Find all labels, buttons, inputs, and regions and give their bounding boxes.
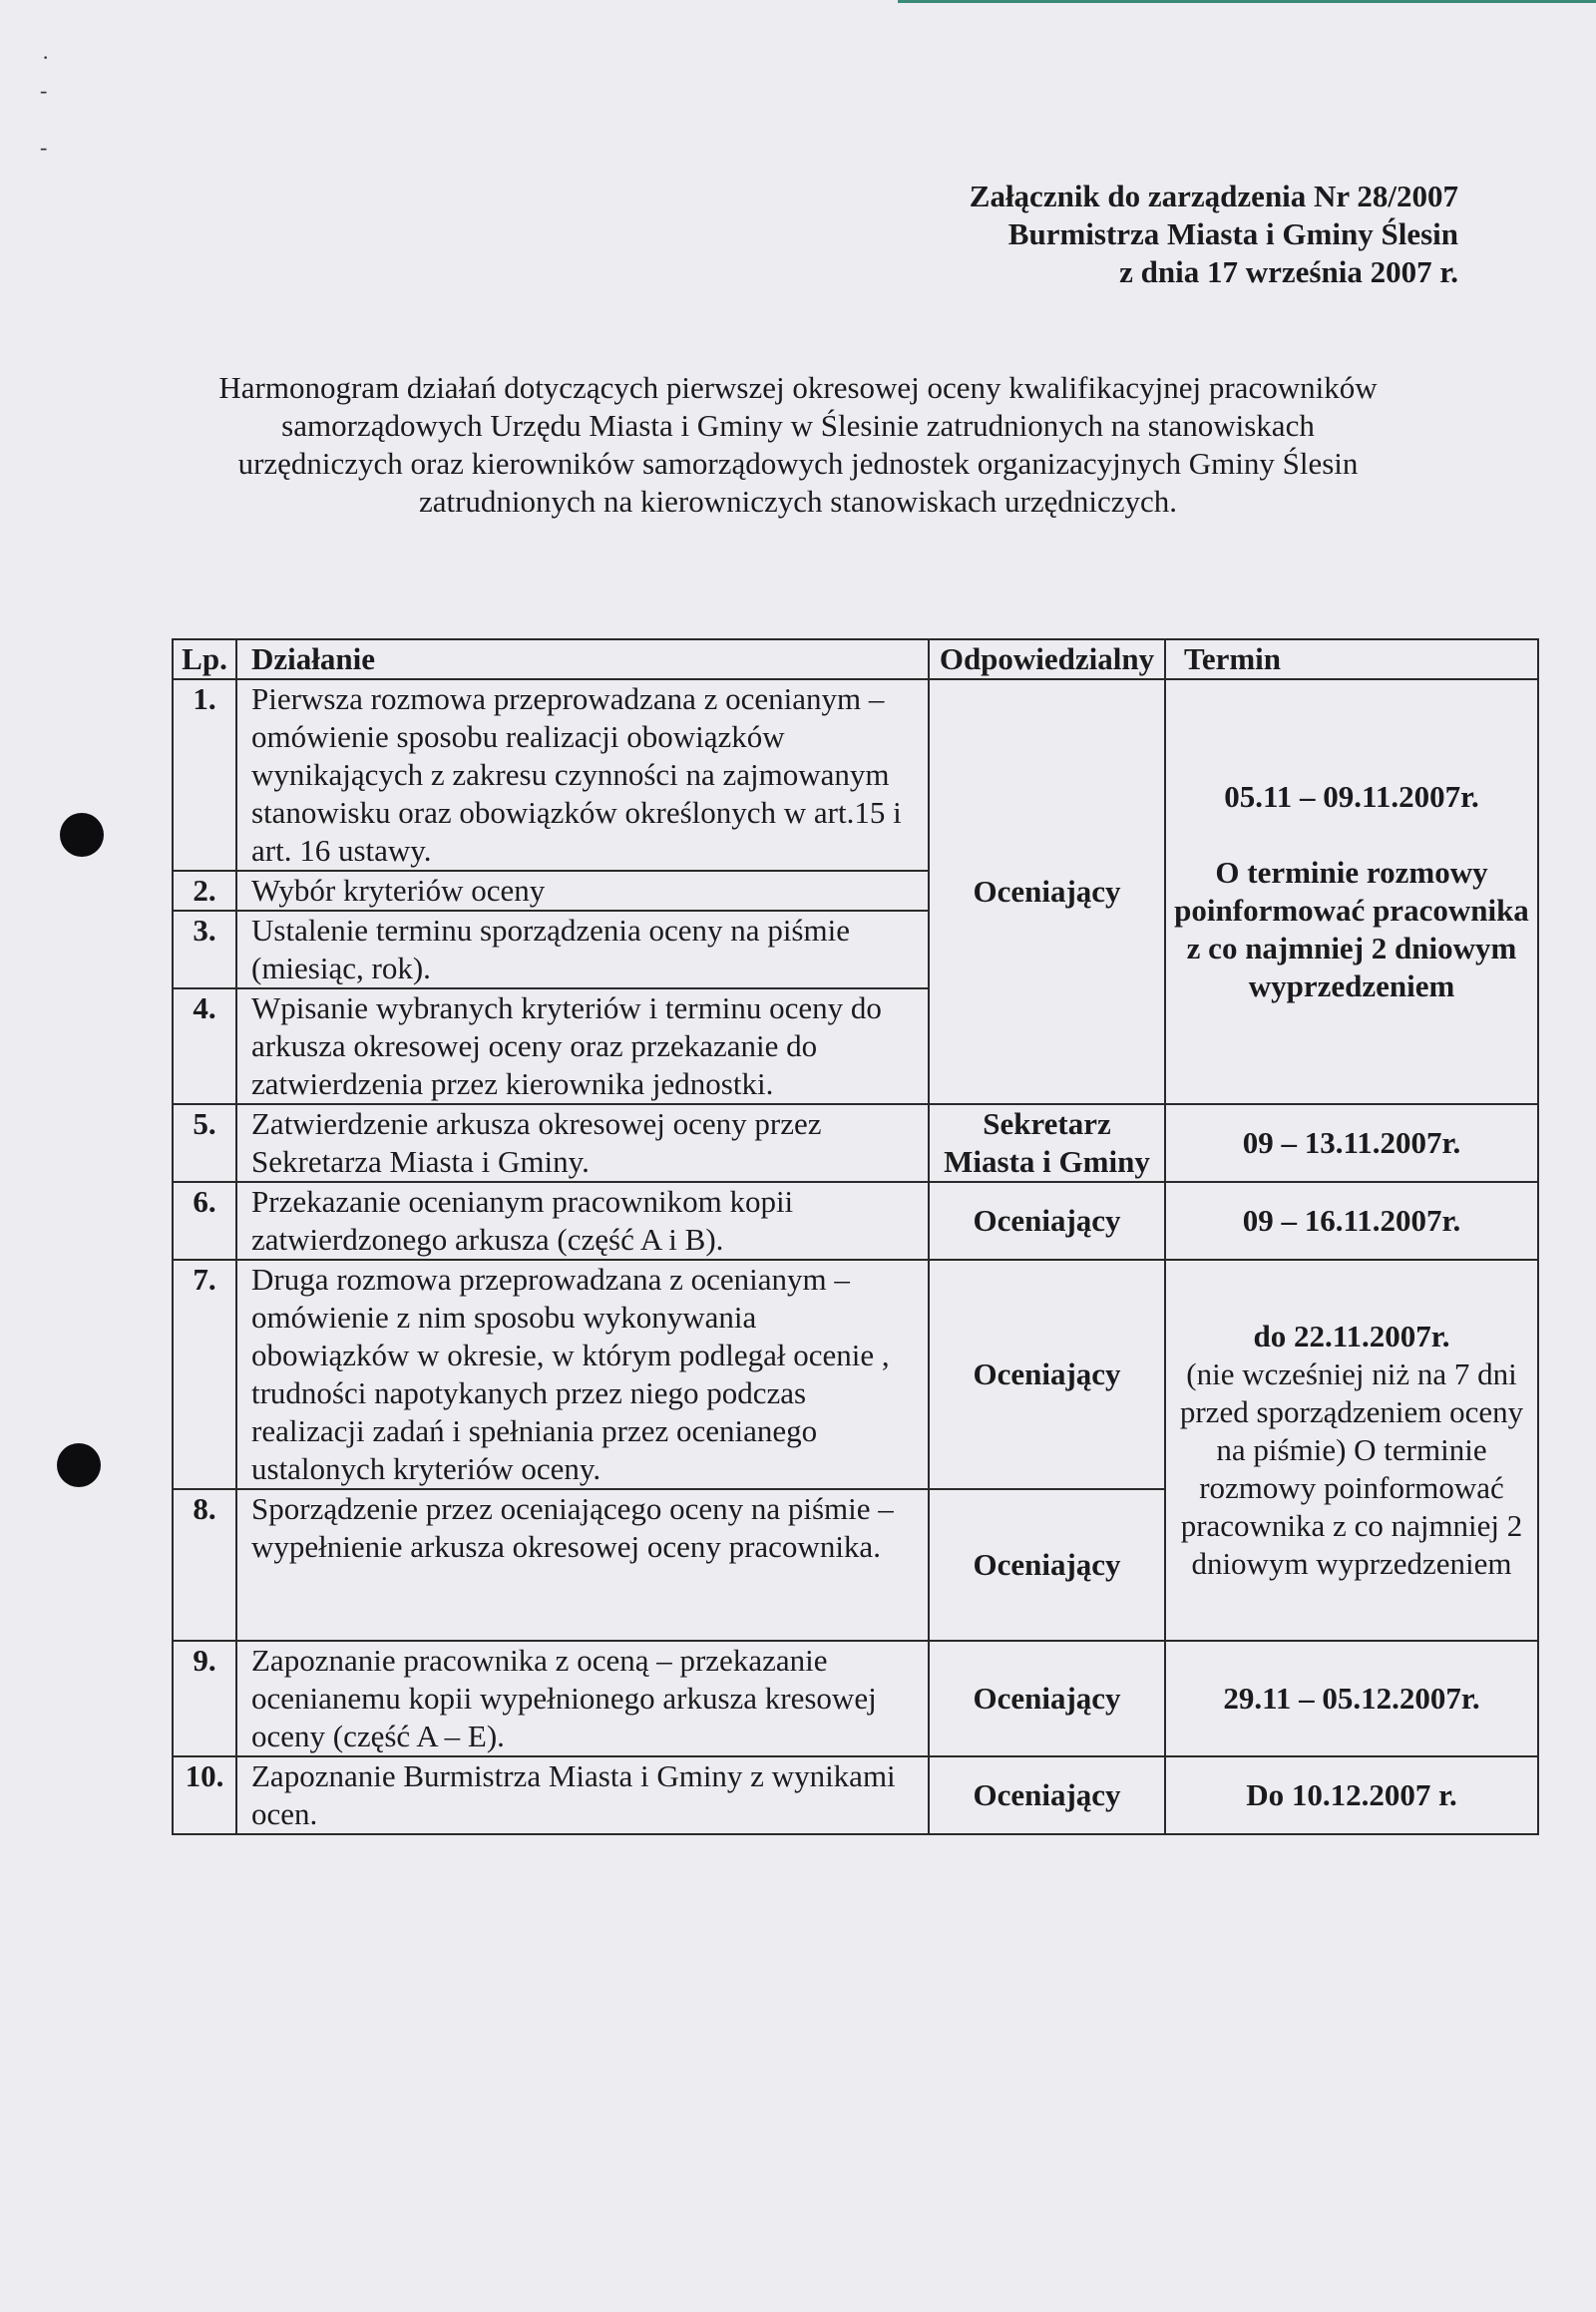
row-responsible: Oceniający [929, 1260, 1165, 1489]
row-action: Ustalenie terminu sporządzenia oceny na piśmie (miesiąc, rok). [236, 911, 929, 988]
row-action: Sporządzenie przez oceniającego oceny na piśmie – wypełnienie arkusza okresowej oceny pracownika. [236, 1489, 929, 1641]
title-line: urzędniczych oraz kierowników samorządowych jednostek organizacyjnych Gminy Ślesin [237, 446, 1359, 481]
header-line: z dnia 17 września 2007 r. [1119, 254, 1458, 289]
row-term: Do 10.12.2007 r. [1165, 1756, 1538, 1834]
row-responsible: Oceniający [929, 679, 1165, 1104]
row-action: Przekazanie ocenianym pracownikom kopii zatwierdzonego arkusza (część A i B). [236, 1182, 929, 1260]
punch-hole-top [60, 813, 104, 857]
row-number: 6. [173, 1182, 236, 1260]
schedule-table-wrapper [172, 638, 1539, 1835]
scan-mark: - [40, 135, 48, 160]
title-line: Harmonogram działań dotyczących pierwszej okresowej oceny kwalifikacyjnej pracowników [218, 370, 1378, 405]
punch-hole-bottom [57, 1443, 101, 1487]
row-number: 8. [173, 1489, 236, 1641]
term-dates: do 22.11.2007r. [1253, 1319, 1450, 1353]
row-action: Wpisanie wybranych kryteriów i terminu oceny do arkusza okresowej oceny oraz przekazanie do zatwierdzenia przez kierownika jednostki. [236, 988, 929, 1104]
row-responsible: Sekretarz Miasta i Gminy [929, 1104, 1165, 1182]
row-number: 2. [173, 871, 236, 911]
row-term: 09 – 16.11.2007r. [1165, 1182, 1538, 1260]
row-number: 3. [173, 911, 236, 988]
row-responsible: Oceniający [929, 1182, 1165, 1260]
table-row [173, 1260, 1538, 1489]
row-number: 10. [173, 1756, 236, 1834]
row-responsible: Oceniający [929, 1756, 1165, 1834]
col-header-term: Termin [1165, 639, 1538, 679]
col-header-responsible: Odpowiedzialny [929, 639, 1165, 679]
row-number: 9. [173, 1641, 236, 1756]
row-action: Zapoznanie Burmistrza Miasta i Gminy z wynikami ocen. [236, 1756, 929, 1834]
row-term [1165, 679, 1538, 1104]
col-header-action: Działanie [236, 639, 929, 679]
row-responsible: Oceniający [929, 1641, 1165, 1756]
row-number: 1. [173, 679, 236, 871]
row-action: Pierwsza rozmowa przeprowadzana z ocenianym – omówienie sposobu realizacji obowiązków wynikających z zakresu czynności na zajmowanym stanowisku oraz obowiązków określonych w art.15 i art. 16 ustawy. [236, 679, 929, 871]
row-action: Wybór kryteriów oceny [236, 871, 929, 911]
document-header [970, 178, 1458, 291]
scan-mark: · [42, 45, 50, 70]
term-note: O terminie rozmowy poinformować pracownika z co najmniej 2 dniowym wyprzedzeniem [1174, 855, 1529, 1003]
term-dates: 05.11 – 09.11.2007r. [1224, 779, 1479, 814]
table-header-row [173, 639, 1538, 679]
table-row [173, 679, 1538, 871]
row-term: 29.11 – 05.12.2007r. [1165, 1641, 1538, 1756]
title-line: zatrudnionych na kierowniczych stanowiskach urzędniczych. [418, 484, 1178, 519]
header-line: Burmistrza Miasta i Gminy Ślesin [1007, 216, 1458, 251]
row-action: Zatwierdzenie arkusza okresowej oceny przez Sekretarza Miasta i Gminy. [236, 1104, 929, 1182]
row-action: Zapoznanie pracownika z oceną – przekazanie ocenianemu kopii wypełnionego arkusza kresowej oceny (część A – E). [236, 1641, 929, 1756]
row-number: 4. [173, 988, 236, 1104]
table-row [173, 1756, 1538, 1834]
header-line: Załącznik do zarządzenia Nr 28/2007 [969, 179, 1458, 213]
table-row [173, 1182, 1538, 1260]
row-action: Druga rozmowa przeprowadzana z ocenianym – omówienie z nim sposobu wykonywania obowiązków w okresie, w którym podlegał ocenie , trudności napotykanych przez niego podczas realizacji zadań i spełniania przez ocenianego ustalonych kryteriów oceny. [236, 1260, 929, 1489]
row-term: 09 – 13.11.2007r. [1165, 1104, 1538, 1182]
schedule-table [172, 638, 1539, 1835]
title-line: samorządowych Urzędu Miasta i Gminy w Ślesinie zatrudnionych na stanowiskach [281, 408, 1315, 443]
table-row [173, 1641, 1538, 1756]
scan-mark: - [40, 78, 48, 103]
table-row [173, 1104, 1538, 1182]
scan-top-edge [898, 0, 1596, 3]
row-responsible: Oceniający [929, 1489, 1165, 1641]
col-header-lp: Lp. [173, 639, 236, 679]
term-note: (nie wcześniej niż na 7 dni przed sporządzeniem oceny na piśmie) O terminie rozmowy poinformować pracownika z co najmniej 2 dniowym wyprzedzeniem [1179, 1356, 1524, 1581]
row-number: 7. [173, 1260, 236, 1489]
document-title [150, 369, 1446, 521]
row-term [1165, 1260, 1538, 1641]
row-number: 5. [173, 1104, 236, 1182]
